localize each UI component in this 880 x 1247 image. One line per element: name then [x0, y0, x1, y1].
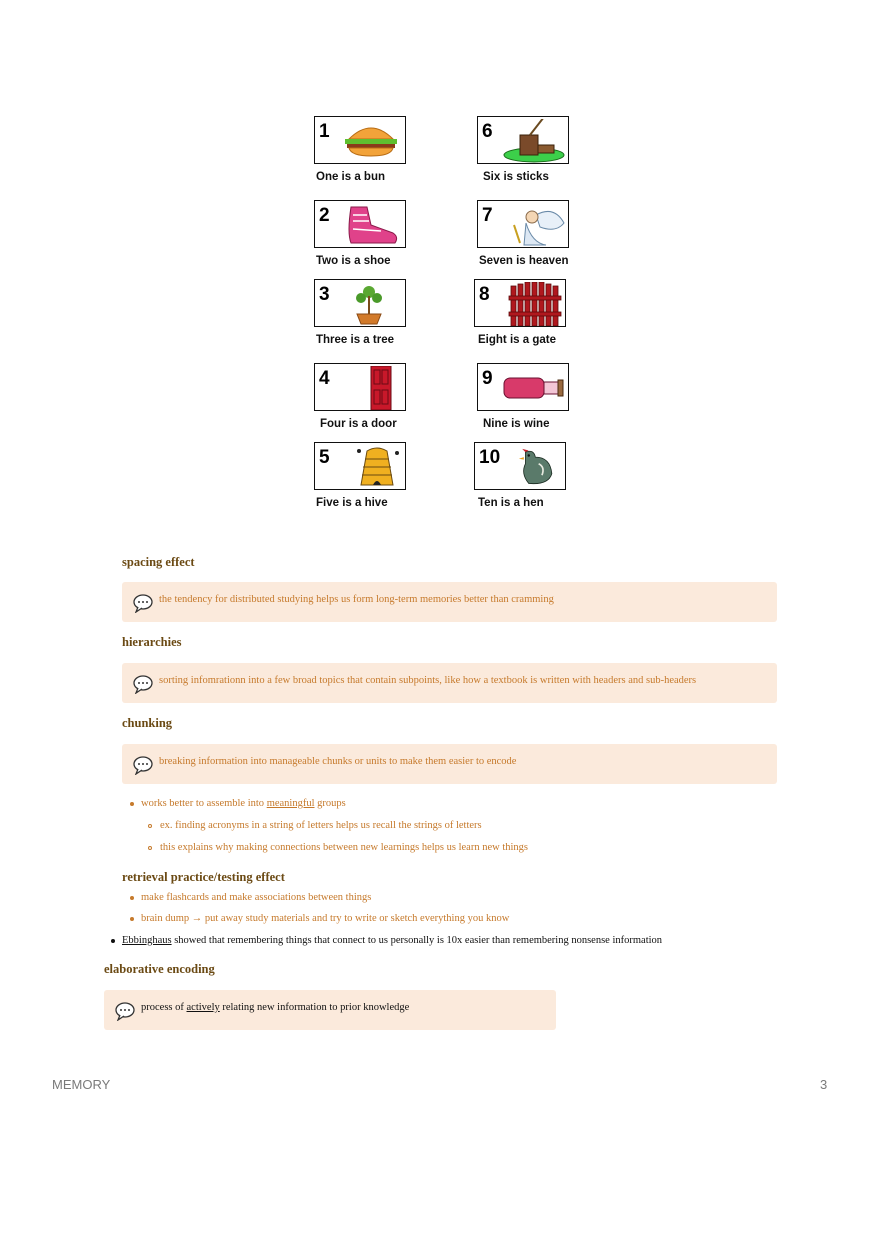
heading-chunking: chunking	[122, 716, 173, 730]
callout-text: the tendency for distributed studying helps us form long-term memories better than cramming	[159, 594, 554, 605]
bullet-dot	[130, 917, 134, 921]
page-number: 3	[820, 1077, 828, 1092]
chunking-bullet	[141, 798, 346, 809]
peg-caption: Five is a hive	[316, 497, 388, 509]
peg-caption: Two is a shoe	[316, 255, 391, 267]
bullet-text: works better to assemble into	[141, 798, 267, 809]
speech-bubble-icon	[114, 1001, 136, 1021]
callout-hierarchies	[122, 663, 777, 703]
peg-number: 5	[319, 447, 330, 468]
hen-icon	[509, 445, 565, 489]
footer-title: MEMORY	[52, 1077, 111, 1092]
peg-number: 6	[482, 121, 493, 142]
callout-elaborative-encoding	[104, 990, 556, 1030]
bullet-text: showed that remembering things that connect to us personally is 10x easier than remembering nonsense information	[171, 935, 663, 946]
peg-number: 3	[319, 284, 330, 305]
bullet-dot	[111, 939, 115, 943]
heading-hierarchies: hierarchies	[122, 635, 182, 649]
peg-number: 1	[319, 121, 330, 142]
sticks-icon	[500, 119, 568, 163]
sub-bullet-ring	[148, 846, 152, 850]
peg-number: 2	[319, 205, 330, 226]
callout-spacing-effect	[122, 582, 777, 622]
callout-text-part: relating new information to prior knowledge	[219, 1002, 410, 1013]
heading-elaborative-encoding: elaborative encoding	[104, 962, 215, 976]
bullet-dot	[130, 802, 134, 806]
peg-caption: Eight is a gate	[478, 334, 556, 346]
peg-caption: Six is sticks	[483, 171, 549, 183]
callout-text: breaking information into manageable chunks or units to make them easier to encode	[159, 756, 517, 767]
peg-number: 4	[319, 368, 330, 389]
callout-text-part: process of	[141, 1002, 187, 1013]
chunking-subbullet-1: ex. finding acronyms in a string of letters helps us recall the strings of letters	[160, 820, 482, 831]
peg-caption: Ten is a hen	[478, 497, 544, 509]
callout-text: sorting infomrationn into a few broad topics that contain subpoints, like how a textbook is written with headers and sub-headers	[159, 675, 697, 686]
retrieval-item-2: brain dump → put away study materials and try to write or sketch everything you know	[141, 913, 510, 924]
bullet-text: groups	[314, 798, 346, 809]
peg-caption: Four is a door	[320, 418, 397, 430]
peg-caption: Three is a tree	[316, 334, 394, 346]
peg-number: 7	[482, 205, 493, 226]
hive-icon	[337, 445, 405, 489]
meaningful-link[interactable]: meaningful	[266, 798, 315, 809]
peg-number: 9	[482, 368, 493, 389]
sub-bullet-ring	[148, 824, 152, 828]
bullet-dot	[130, 896, 134, 900]
chunking-subbullet-2: this explains why making connections between new learnings helps us learn new things	[160, 842, 529, 853]
speech-bubble-icon	[132, 755, 154, 775]
heading-spacing-effect: spacing effect	[122, 555, 195, 569]
peg-caption: Nine is wine	[483, 418, 550, 430]
tree-icon	[337, 282, 405, 326]
ebbinghaus-link[interactable]: Ebbinghaus	[122, 935, 172, 946]
speech-bubble-icon	[132, 674, 154, 694]
peg-caption: Seven is heaven	[479, 255, 569, 267]
peg-number: 10	[479, 447, 501, 468]
heading-retrieval-practice: retrieval practice/testing effect	[122, 870, 285, 884]
retrieval-item-1: make flashcards and make associations between things	[141, 892, 372, 903]
peg-number: 8	[479, 284, 490, 305]
peg-word-figure	[300, 100, 590, 515]
peg-caption: One is a bun	[316, 171, 386, 183]
angel-icon	[500, 203, 568, 247]
callout-text	[141, 1002, 409, 1013]
wine-icon	[500, 366, 568, 410]
shoe-icon	[337, 203, 405, 247]
callout-chunking	[122, 744, 777, 784]
speech-bubble-icon	[132, 593, 154, 613]
door-icon	[337, 366, 405, 410]
gate-icon	[497, 282, 565, 326]
actively-link[interactable]: actively	[186, 1002, 220, 1013]
ebbinghaus-bullet	[122, 935, 662, 946]
bun-icon	[337, 119, 405, 163]
